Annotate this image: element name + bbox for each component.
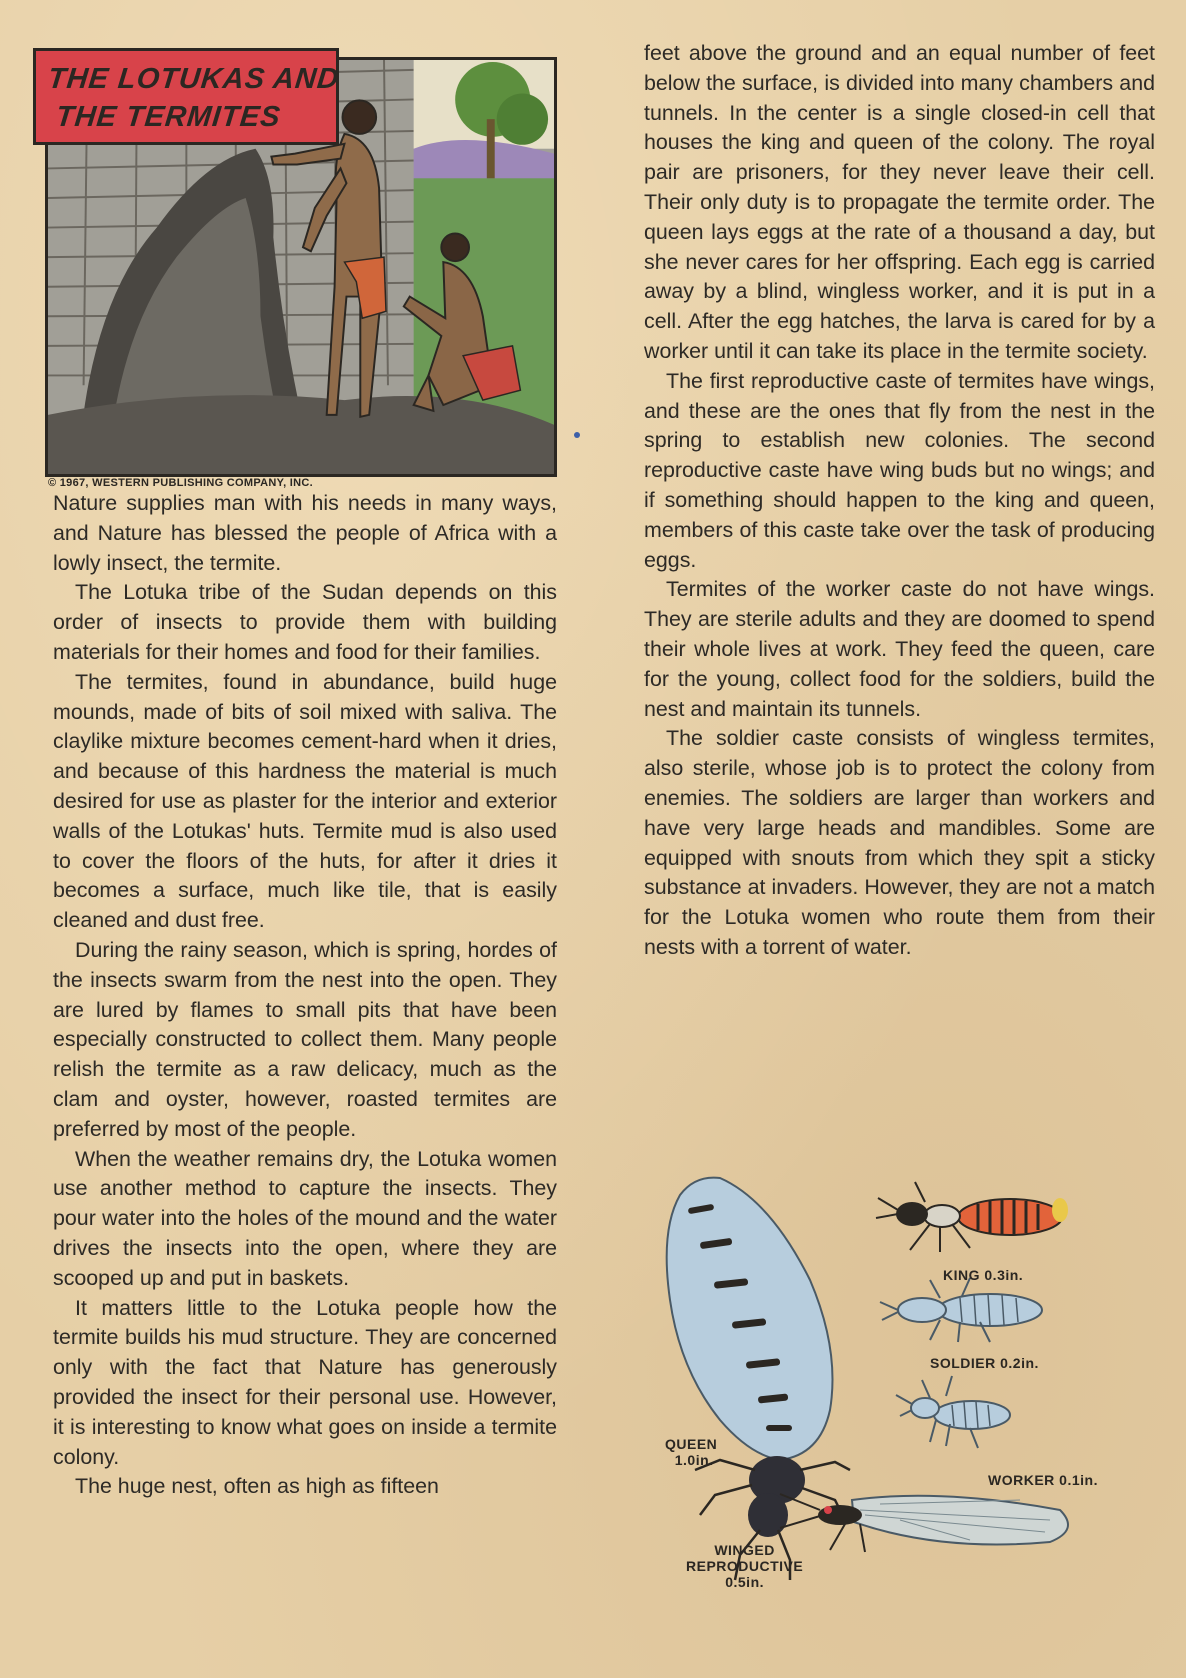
paragraph: Nature supplies man with his needs in many ways, and Nature has blessed the people of Africa with a lowly insect, the termite. bbox=[53, 491, 557, 575]
queen-label-size: 1.0in. bbox=[674, 1452, 714, 1468]
winged-label-line2: REPRODUCTIVE bbox=[686, 1558, 804, 1574]
worker-termite-drawing bbox=[896, 1376, 1010, 1448]
paragraph: The first reproductive caste of termites have wings, and these are the ones that fly from the nest in the spring to establish new colonies. The second reproductive caste have wing buds but no wings; and if something should happen to the king and queen, members of this caste take over the task of producing eggs. bbox=[644, 368, 1155, 572]
king-label: KING 0.3in. bbox=[943, 1267, 1024, 1283]
king-termite-drawing bbox=[876, 1182, 1068, 1252]
paragraph: The Lotuka tribe of the Sudan depends on this order of insects to provide them with building materials for their homes and food for their families. bbox=[53, 580, 557, 664]
winged-label-size: 0.5in. bbox=[725, 1574, 765, 1590]
paragraph: feet above the ground and an equal number of feet below the surface, is divided into many chambers and tunnels. In the center is a single closed-in cell that houses the king and queen of the colony. The royal pair are prisoners, for they never leave their cell. Their only duty is to propagate the termite order. The queen lays eggs at the rate of a thousand a day, but she never cares for her offspring. Each egg is carried away by a blind, wingless worker, and it is put in a cell. After the egg hatches, the larva is cared for by a worker until it can take its place in the termite society. bbox=[644, 41, 1155, 363]
paragraph: Termites of the worker caste do not have wings. They are sterile adults and they are doomed to spend their whole lives at work. They feed the queen, care for the young, collect food for the soldiers, build the nest and maintain its tunnels. bbox=[644, 577, 1155, 721]
winged-reproductive-drawing bbox=[780, 1494, 1068, 1552]
termite-castes-illustration bbox=[640, 1170, 1160, 1610]
winged-reproductive-label bbox=[686, 1542, 803, 1590]
paragraph: The soldier caste consists of wingless termites, also sterile, whose job is to protect the colony from enemies. The soldiers are larger than workers and have very large heads and mandibles. Some are equipped with snouts from which they spit a sticky substance at invaders. However, they are not a match for the Lotuka women who route them from their nests with a torrent of water. bbox=[644, 726, 1155, 959]
paragraph: It matters little to the Lotuka people how the termite builds his mud structure. They are concerned only with the fact that Nature has generously provided the insect for their personal use. However, it is interesting to know what goes on inside a termite colony. bbox=[53, 1295, 557, 1469]
soldier-label: SOLDIER 0.2in. bbox=[930, 1355, 1039, 1371]
right-column bbox=[644, 39, 1155, 963]
left-column bbox=[53, 489, 557, 1502]
title-line-2: THE TERMITES bbox=[54, 101, 283, 133]
queen-label-name: QUEEN bbox=[665, 1436, 718, 1452]
paragraph: During the rainy season, which is spring, hordes of the insects swarm from the nest into the open. They are lured by flames to small pits that have been especially constructed to collect them. Many people relish the termite as a raw delicacy, much as the clam and oyster, however, roasted termites are preferred by most of the people. bbox=[53, 937, 557, 1141]
paragraph: The termites, found in abundance, build huge mounds, made of bits of soil mixed with saliva. The claylike mixture becomes cement-hard when it dries, and because of this hardness the material is much desired for use as plaster for the interior and exterior walls of the Lotukas' huts. Termite mud is also used to cover the floors of the huts, for after it dries it becomes a surface, much like tile, that is easily cleaned and dust free. bbox=[53, 669, 557, 933]
queen-label bbox=[665, 1436, 717, 1468]
worker-label: WORKER 0.1in. bbox=[988, 1472, 1098, 1488]
title-line-1: THE LOTUKAS AND bbox=[46, 63, 341, 95]
paragraph: The huge nest, often as high as fifteen bbox=[75, 1474, 439, 1499]
soldier-termite-drawing bbox=[880, 1278, 1042, 1342]
title-banner bbox=[33, 48, 339, 145]
winged-label-line1: WINGED bbox=[714, 1542, 775, 1558]
copyright-notice: © 1967, WESTERN PUBLISHING COMPANY, INC. bbox=[48, 477, 313, 489]
paragraph: When the weather remains dry, the Lotuka women use another method to capture the insects. They pour water into the holes of the mound and the water drives the insects into the open, where they are scooped up and put in baskets. bbox=[53, 1146, 557, 1290]
decorative-dot bbox=[574, 432, 580, 438]
